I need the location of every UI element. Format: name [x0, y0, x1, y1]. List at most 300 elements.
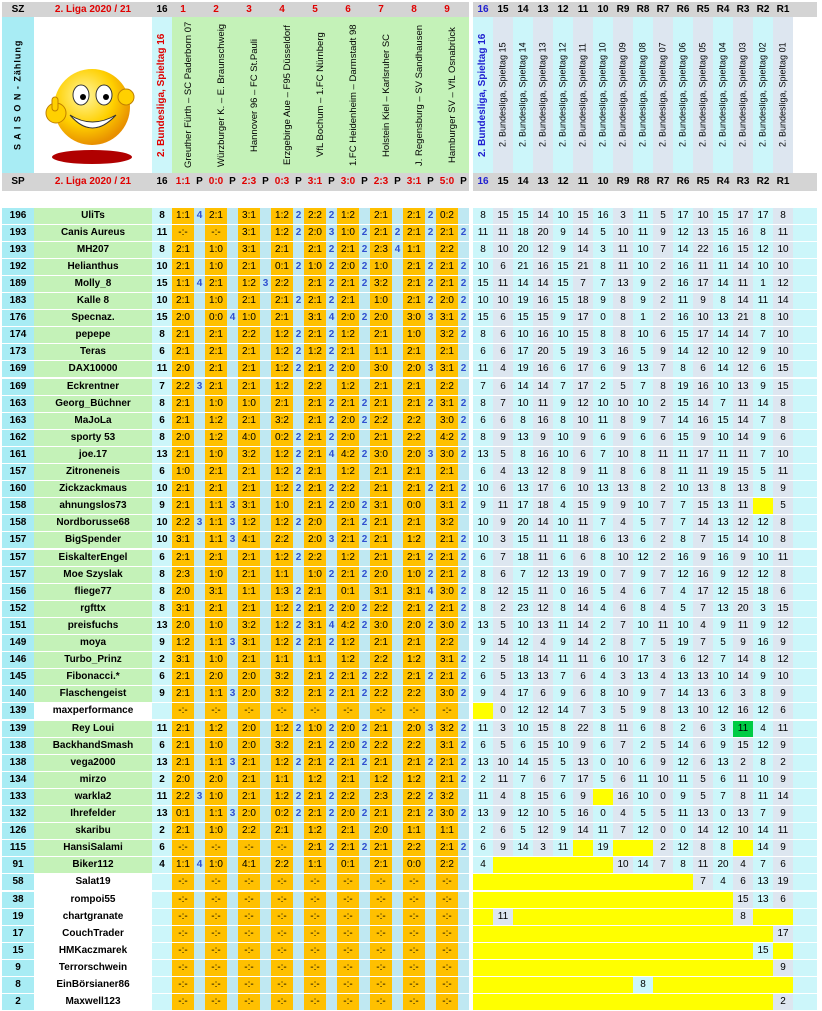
tip: -:-	[238, 994, 260, 1010]
round-points: 10	[593, 396, 613, 412]
tip-points: 2	[425, 481, 436, 497]
round-points: 6	[533, 686, 553, 702]
round-points: 13	[733, 379, 753, 395]
tip: -:-	[205, 874, 227, 890]
round-points: 12	[773, 652, 793, 668]
round-points: 11	[713, 259, 733, 275]
tip-points	[293, 857, 304, 873]
round-points	[573, 994, 593, 1010]
tip: 1:1	[271, 652, 293, 668]
round-points	[513, 926, 533, 942]
season-points: 8	[2, 977, 34, 993]
tip: -:-	[403, 994, 425, 1010]
round-label: 2. Bundesliga, Spieltag 08	[633, 17, 653, 173]
round-number: 10	[593, 2, 613, 17]
tip-points	[392, 892, 403, 908]
round-number-2: R2	[753, 173, 773, 191]
tip: 3:1	[205, 584, 227, 600]
tip-points: 2	[293, 259, 304, 275]
round-points: 5	[613, 379, 633, 395]
tip: -:-	[436, 994, 458, 1010]
round-points: 3	[533, 840, 553, 856]
tip: 2:1	[238, 379, 260, 395]
tip: 3:1	[304, 310, 326, 326]
round-points: 14	[493, 635, 513, 651]
tip: 3:1	[436, 361, 458, 377]
round-points: 10	[613, 447, 633, 463]
tip: 2:0	[337, 601, 359, 617]
player-name: pepepe	[34, 327, 152, 343]
round-points: 5	[493, 738, 513, 754]
round-points: 5	[693, 772, 713, 788]
tip-points: 2	[458, 686, 469, 702]
round-points: 13	[753, 892, 773, 908]
round-points: 10	[473, 532, 493, 548]
round-points: 11	[593, 823, 613, 839]
tip-points	[194, 960, 205, 976]
tip-points	[227, 567, 238, 583]
tip: -:-	[238, 909, 260, 925]
tip-points	[260, 532, 271, 548]
round-number: 15	[493, 2, 513, 17]
tip: 0:0	[403, 498, 425, 514]
tip: 4:1	[238, 532, 260, 548]
player-name: mirzo	[34, 772, 152, 788]
round-spacer	[793, 464, 817, 480]
tip: -:-	[205, 943, 227, 959]
tip: 2:0	[403, 447, 425, 463]
round-points: 10	[693, 310, 713, 326]
round-points: 14	[573, 242, 593, 258]
tip-points	[326, 909, 337, 925]
tip-points: 2	[425, 806, 436, 822]
round-points: 6	[693, 755, 713, 771]
tip-points	[194, 310, 205, 326]
tip-points	[293, 276, 304, 292]
round-points: 8	[653, 703, 673, 719]
match-number-spacer	[326, 2, 337, 17]
tip: 3:2	[370, 276, 392, 292]
tip-points	[260, 293, 271, 309]
tip-points	[227, 413, 238, 429]
round-points: 0	[553, 584, 573, 600]
matchday-points: 8	[152, 567, 172, 583]
tip-points: 2	[293, 618, 304, 634]
tip-points	[392, 738, 403, 754]
tip-points	[227, 874, 238, 890]
tip: 2:1	[403, 396, 425, 412]
tip-points: 2	[359, 618, 370, 634]
tip-points	[425, 430, 436, 446]
tip-points	[194, 943, 205, 959]
tip-points	[326, 960, 337, 976]
tip-points	[359, 208, 370, 224]
tip-points	[194, 550, 205, 566]
tip: 0:2	[271, 430, 293, 446]
round-points: 11	[533, 550, 553, 566]
tip-points	[359, 703, 370, 719]
round-spacer	[793, 413, 817, 429]
tip: 1:0	[205, 618, 227, 634]
round-points: 10	[633, 327, 653, 343]
tip-points	[194, 909, 205, 925]
tip-points: 4	[194, 857, 205, 873]
round-points: 6	[473, 840, 493, 856]
round-points: 10	[753, 259, 773, 275]
round-points: 21	[573, 259, 593, 275]
round-points: 11	[733, 396, 753, 412]
tip-points: 2	[359, 259, 370, 275]
tip-points	[425, 532, 436, 548]
round-points: 9	[633, 703, 653, 719]
tip-points	[458, 635, 469, 651]
round-points: 15	[733, 892, 753, 908]
tip-points: 2	[359, 721, 370, 737]
tip: 2:1	[238, 413, 260, 429]
round-points: 11	[733, 498, 753, 514]
round-points: 9	[553, 823, 573, 839]
tip: 1:2	[271, 481, 293, 497]
tip-points: 2	[458, 447, 469, 463]
tip: -:-	[403, 926, 425, 942]
tip: 2:1	[403, 259, 425, 275]
round-points: 12	[673, 755, 693, 771]
tip-points	[392, 430, 403, 446]
tip: 2:1	[172, 481, 194, 497]
round-points: 3	[593, 242, 613, 258]
tip-points	[260, 806, 271, 822]
tip-points: 2	[458, 618, 469, 634]
round-label: 2. Bundesliga, Spieltag 02	[753, 17, 773, 173]
tip-points: 2	[458, 772, 469, 788]
tip: 2:1	[172, 550, 194, 566]
round-points: 12	[573, 396, 593, 412]
round-points	[513, 909, 533, 925]
round-points: 0	[593, 567, 613, 583]
round-points: 11	[753, 789, 773, 805]
round-points: 14	[533, 652, 553, 668]
tip-points: 3	[260, 276, 271, 292]
tip: 1:0	[238, 310, 260, 326]
round-points: 9	[733, 635, 753, 651]
tip: 3:1	[436, 396, 458, 412]
tip: -:-	[403, 892, 425, 908]
tip: -:-	[172, 977, 194, 993]
tip: 2:1	[304, 327, 326, 343]
tip: -:-	[271, 943, 293, 959]
round-spacer	[793, 310, 817, 326]
tip: -:-	[337, 892, 359, 908]
tip-points	[425, 960, 436, 976]
round-points	[553, 857, 573, 873]
tip: 2:2	[436, 857, 458, 873]
match-result: 3:0	[337, 173, 359, 191]
tip-points: 2	[326, 344, 337, 360]
round-points: 9	[753, 379, 773, 395]
tip: 2:1	[304, 276, 326, 292]
tip-points	[458, 909, 469, 925]
round-points: 17	[573, 772, 593, 788]
round-points: 14	[733, 413, 753, 429]
tip: 2:1	[304, 293, 326, 309]
round-points: 11	[533, 396, 553, 412]
tip-points: 3	[425, 310, 436, 326]
tip-points	[392, 618, 403, 634]
tip: -:-	[205, 909, 227, 925]
tip-points	[194, 772, 205, 788]
tip: 2:1	[238, 550, 260, 566]
round-spacer	[793, 772, 817, 788]
tip-points	[293, 413, 304, 429]
player-name: Flaschengeist	[34, 686, 152, 702]
tip: 1:0	[205, 447, 227, 463]
round-spacer	[793, 344, 817, 360]
round-points	[573, 909, 593, 925]
round-points: 13	[573, 755, 593, 771]
tip-points	[260, 789, 271, 805]
tip-points	[227, 892, 238, 908]
round-points: 6	[713, 686, 733, 702]
round-number-2: 14	[513, 173, 533, 191]
tip-points	[425, 703, 436, 719]
round-points: 10	[633, 242, 653, 258]
round-points	[693, 943, 713, 959]
tip: -:-	[370, 703, 392, 719]
tip-points	[260, 515, 271, 531]
tip: 2:2	[304, 550, 326, 566]
round-points: 16	[533, 293, 553, 309]
tip: 2:0	[337, 413, 359, 429]
round-points: 15	[753, 943, 773, 959]
round-points: 8	[473, 601, 493, 617]
round-points: 12	[733, 567, 753, 583]
tip: 2:1	[205, 550, 227, 566]
tip: -:-	[370, 926, 392, 942]
round-points	[773, 977, 793, 993]
tip-points	[392, 310, 403, 326]
round-points: 15	[673, 327, 693, 343]
round-points: 6	[493, 413, 513, 429]
round-points: 18	[573, 293, 593, 309]
round-points	[753, 926, 773, 942]
round-points: 14	[753, 396, 773, 412]
round-points: 14	[513, 379, 533, 395]
tip: 2:1	[403, 601, 425, 617]
tip: -:-	[205, 926, 227, 942]
tip: 2:1	[403, 276, 425, 292]
round-points: 12	[493, 584, 513, 600]
round-points: 3	[653, 652, 673, 668]
tip-points	[194, 977, 205, 993]
matchday-points	[152, 977, 172, 993]
round-points: 8	[473, 208, 493, 224]
round-spacer	[793, 567, 817, 583]
tip-points	[260, 396, 271, 412]
tip: 2:1	[304, 840, 326, 856]
round-points	[613, 874, 633, 890]
round-points: 8	[473, 327, 493, 343]
round-points: 3	[493, 532, 513, 548]
tip: 1:0	[238, 396, 260, 412]
round-points: 14	[773, 293, 793, 309]
tip: 2:1	[370, 550, 392, 566]
tip: 2:0	[238, 738, 260, 754]
tip: 3:0	[436, 806, 458, 822]
player-name: skaribu	[34, 823, 152, 839]
tip-points: 2	[359, 686, 370, 702]
player-name: Specnaz.	[34, 310, 152, 326]
round-number-spacer	[793, 2, 817, 17]
round-points: 6	[773, 703, 793, 719]
tip: -:-	[370, 909, 392, 925]
tip-points	[227, 327, 238, 343]
tip-points	[227, 464, 238, 480]
round-points: 12	[673, 840, 693, 856]
matchday-points	[152, 960, 172, 976]
tip-points	[194, 532, 205, 548]
round-points: 9	[553, 635, 573, 651]
tip-points	[392, 703, 403, 719]
tip-points	[392, 567, 403, 583]
player-name: moya	[34, 635, 152, 651]
tip-points: 3	[227, 498, 238, 514]
round-label: 2. Bundesliga, Spieltag 09	[613, 17, 633, 173]
tip: 1:2	[205, 721, 227, 737]
matchday-points: 15	[152, 310, 172, 326]
tip: 2:1	[403, 635, 425, 651]
round-points: 7	[593, 447, 613, 463]
round-points: 13	[513, 669, 533, 685]
round-points: 17	[693, 327, 713, 343]
round-points: 15	[773, 601, 793, 617]
tip: 2:1	[271, 293, 293, 309]
tip-points: 2	[425, 601, 436, 617]
tip: 1:1	[271, 772, 293, 788]
matchday-points: 10	[152, 481, 172, 497]
tip: 3:1	[238, 635, 260, 651]
matchday-points: 2	[152, 652, 172, 668]
tip-points	[194, 738, 205, 754]
round-points: 11	[733, 276, 753, 292]
tip: -:-	[271, 892, 293, 908]
tip: -:-	[172, 840, 194, 856]
round-points: 18	[513, 550, 533, 566]
round-points	[613, 926, 633, 942]
round-points: 6	[673, 652, 693, 668]
round-points: 9	[593, 293, 613, 309]
round-points	[633, 840, 653, 856]
season-points: 17	[2, 926, 34, 942]
round-points: 11	[473, 361, 493, 377]
round-points: 13	[613, 532, 633, 548]
round-points: 10	[653, 772, 673, 788]
match-pairing: 1.FC Heidenheim – Darmstadt 98	[337, 17, 370, 173]
round-points: 9	[653, 225, 673, 241]
season-points: 151	[2, 618, 34, 634]
round-points	[593, 994, 613, 1010]
round-points: 13	[713, 515, 733, 531]
tip-points	[392, 481, 403, 497]
round-points	[533, 943, 553, 959]
match-result: 2:3	[238, 173, 260, 191]
round-points: 11	[773, 823, 793, 839]
player-name: Terrorschwein	[34, 960, 152, 976]
tip-points	[359, 550, 370, 566]
tip: 2:0	[370, 310, 392, 326]
round-points: 2	[653, 276, 673, 292]
round-points: 12	[693, 344, 713, 360]
tip-points	[425, 772, 436, 788]
results-16: 16	[473, 173, 493, 191]
tip-points	[227, 208, 238, 224]
round-points	[493, 926, 513, 942]
round-spacer	[793, 738, 817, 754]
round-spacer	[793, 635, 817, 651]
round-points	[493, 994, 513, 1010]
tip: 3:2	[238, 447, 260, 463]
tip-points: 2	[359, 396, 370, 412]
tip: 2:2	[403, 789, 425, 805]
round-points: 9	[493, 806, 513, 822]
round-points: 17	[733, 208, 753, 224]
round-points: 6	[693, 361, 713, 377]
tip: 3:2	[238, 618, 260, 634]
round-points: 13	[613, 481, 633, 497]
tip-points	[194, 498, 205, 514]
season-points: 132	[2, 806, 34, 822]
round-points: 4	[733, 857, 753, 873]
player-name: Eckrentner	[34, 379, 152, 395]
player-name: Ihrefelder	[34, 806, 152, 822]
matchday-points: 9	[152, 498, 172, 514]
round-points: 8	[753, 686, 773, 702]
round-points: 12	[713, 584, 733, 600]
tip-points	[326, 994, 337, 1010]
tip: 1:1	[304, 857, 326, 873]
tip-points: 2	[359, 498, 370, 514]
tip-points	[260, 447, 271, 463]
round-points: 4	[673, 584, 693, 600]
round-points	[493, 857, 513, 873]
tip-points: 4	[194, 208, 205, 224]
round-points: 0	[593, 806, 613, 822]
round-points: 10	[613, 857, 633, 873]
tip: 2:2	[337, 481, 359, 497]
tip: 2:1	[403, 464, 425, 480]
tip-points	[194, 567, 205, 583]
round-points: 6	[573, 550, 593, 566]
tip-points	[194, 481, 205, 497]
round-points: 8	[553, 721, 573, 737]
round-points: 14	[513, 276, 533, 292]
round-points: 6	[533, 772, 553, 788]
tip: -:-	[172, 960, 194, 976]
match-pairing: Holstein Kiel – Karlsruher SC	[370, 17, 403, 173]
tip: 1:1	[205, 515, 227, 531]
tip-points	[425, 943, 436, 959]
round-points	[673, 943, 693, 959]
tip-points: 2	[425, 396, 436, 412]
tip: -:-	[304, 960, 326, 976]
season-points: 152	[2, 601, 34, 617]
round-spacer	[793, 515, 817, 531]
tip: 2:1	[271, 396, 293, 412]
tip: 2:0	[304, 225, 326, 241]
round-points: 11	[533, 532, 553, 548]
round-points: 9	[713, 567, 733, 583]
round-points: 8	[593, 327, 613, 343]
tip: 2:1	[172, 344, 194, 360]
